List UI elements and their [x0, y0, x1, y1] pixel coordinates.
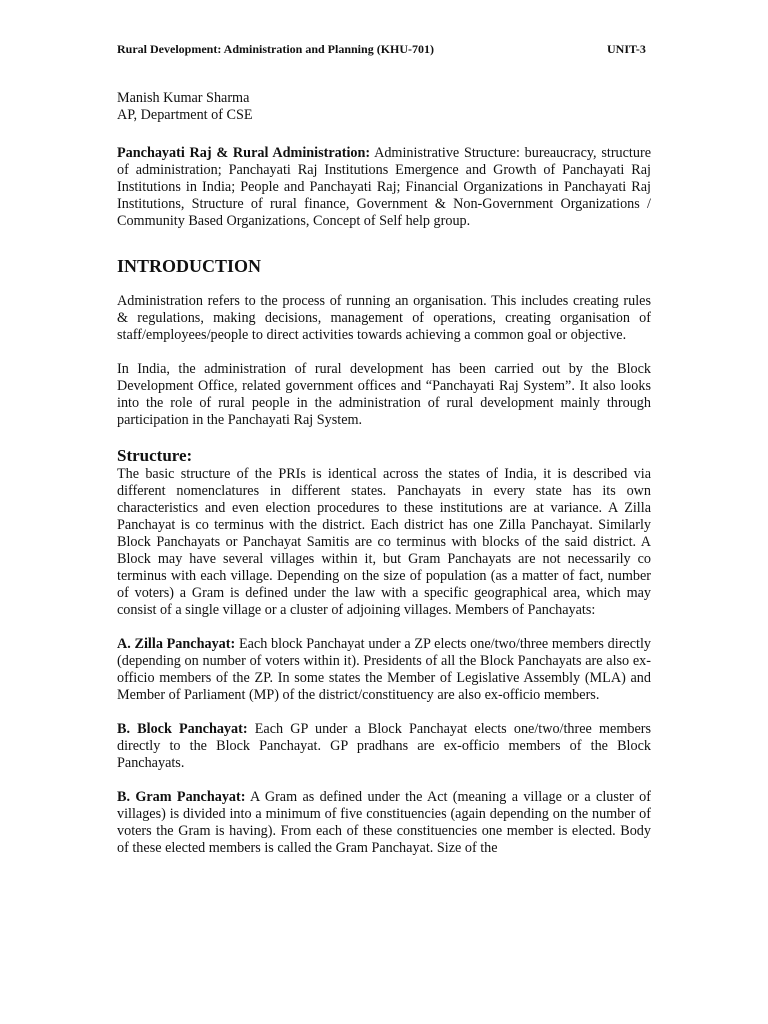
intro-paragraph-1: Administration refers to the process of running an organisation. This includes creating rules & regulations, making decisions, management of operations, creating organisation of staff/employees/people to direct activities towards achieving a common goal or objective. [117, 293, 651, 343]
header-course: Rural Development: Administration and Planning (KHU-701) [117, 42, 435, 56]
gram-panchayat-text: A Gram as defined under the Act (meaning a village or a cluster of villages) is divided into a minimum of five constituencies (again depending on the number of voters the Gram is having). From each of these constituencies one member is elected. Body of these elected members is called the Gram Panchayat. Size of the [117, 789, 651, 856]
block-panchayat-title: B. Block Panchayat: [117, 721, 248, 737]
intro-paragraph-2: In India, the administration of rural development has been carried out by the Block Development Office, related government offices and “Panchayati Raj System”. It also looks into the role of rural people in the administration of rural development mainly through participation in the Panchayati Raj System. [117, 361, 651, 428]
structure-heading: Structure: [117, 446, 193, 465]
zilla-panchayat-text: Each block Panchayat under a ZP elects one/two/three members directly (depending on number of voters within it). Presidents of all the Block Panchayats are also ex-officio members of the ZP. In some states the Member of Legislative Assembly (MLA) and Member of Parliament (MP) of the district/constituency are also ex-officio members. [117, 636, 651, 703]
author-block [117, 90, 651, 124]
introduction-heading: INTRODUCTION [117, 256, 262, 276]
block-panchayat-paragraph [117, 721, 651, 772]
gram-panchayat-paragraph [117, 789, 651, 857]
zilla-panchayat-paragraph [117, 636, 651, 704]
syllabus-text: Administrative Structure: bureaucracy, structure of administration; Panchayati Raj Institutions Emergence and Growth of Panchayati Raj Institutions in India; People and Panchayati Raj; Financial Organizations in Panchayati Raj Institutions, Structure of rural finance, Government & Non-Government Organizations / Community Based Organizations, Concept of Self help group. [117, 145, 651, 229]
author-position: AP, Department of CSE [117, 107, 253, 123]
gram-panchayat-title: B. Gram Panchayat: [117, 789, 246, 805]
document-body [117, 90, 651, 857]
zilla-panchayat-title: A. Zilla Panchayat: [117, 636, 236, 652]
structure-paragraph: The basic structure of the PRIs is identical across the states of India, it is described via different nomenclatures in different states. Panchayats in every state has its own characteristics and even election procedures to these institutions are at variance. A Zilla Panchayat is co terminus with the district. Each district has one Zilla Panchayat. Similarly Block Panchayats or Panchayat Samitis are co terminus with blocks of the said district. A Block may have several villages within it, but Gram Panchayats are not necessarily co terminus with each village. Depending on the size of population (as a matter of fact, number of voters) a Gram is defined under the law with a specific geographical area, which may consist of a single village or a cluster of adjoining villages. Members of Panchayats: [117, 466, 651, 618]
syllabus-title: Panchayati Raj & Rural Administration: [117, 145, 371, 161]
syllabus-paragraph [117, 145, 651, 230]
header-unit: UNIT-3 [607, 42, 646, 56]
author-name: Manish Kumar Sharma [117, 90, 250, 106]
block-panchayat-text: Each GP under a Block Panchayat elects one/two/three members directly to the Block Panchayat. GP pradhans are ex-officio members of the Block Panchayats. [117, 721, 652, 771]
